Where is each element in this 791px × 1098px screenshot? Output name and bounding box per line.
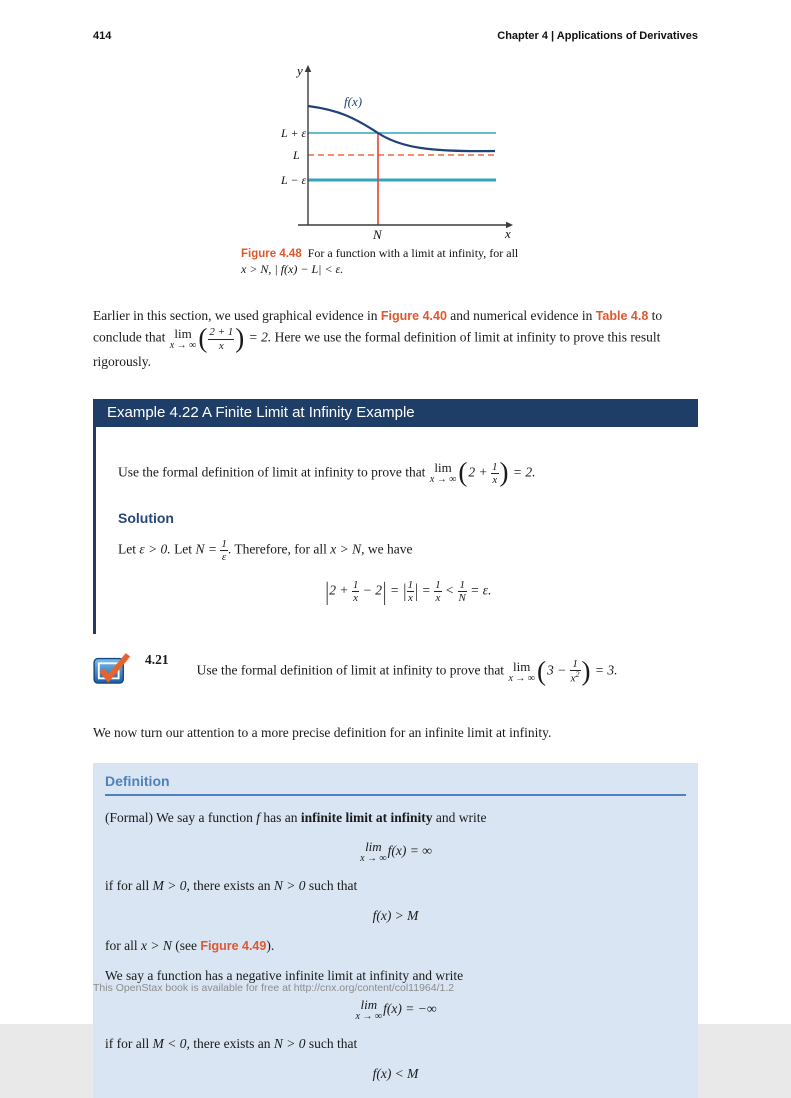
intro-text-1: Earlier in this section, we used graphical evidence in	[93, 307, 378, 323]
intro-text-3: to conclude that	[93, 307, 663, 346]
solution-text: Let ε > 0. Let N = $\frac{1}{\varepsilon}$ . Therefore, for all x > N, we have	[118, 537, 413, 563]
checkpoint-4-21	[93, 650, 698, 685]
limit-notation: lim x → ∞	[169, 326, 197, 352]
checkbox-check-icon	[93, 652, 131, 684]
limit-notation: lim x → ∞	[508, 658, 536, 684]
figure-caption-math: x > N, | f(x) − L| < ε.	[241, 261, 344, 276]
limit-notation: lim x → ∞	[360, 838, 387, 864]
solution-equation: |2 + $\frac{1}{x}$ − 2| = | $\frac{1}{x}$ | = $\frac{1}{x}$ < $\frac{1}{N}$ = ε.	[324, 576, 492, 606]
x-axis-label: x	[505, 226, 511, 241]
fraction: $\frac{1}{x}$	[435, 578, 441, 605]
definition-equation-3: lim x → ∞ f(x) = −∞	[355, 996, 437, 1022]
definition-box	[93, 763, 698, 1098]
page-number: 414	[93, 30, 112, 42]
y-axis-label: y	[297, 63, 303, 78]
fraction: $\frac{1}{\varepsilon}$	[221, 537, 227, 563]
example-4-22	[93, 399, 698, 635]
limit-notation: lim x → ∞	[429, 460, 457, 486]
definition-title: Definition	[105, 773, 686, 796]
definition-equation-1: lim x → ∞ f(x) = ∞	[360, 838, 432, 864]
definition-paragraph-3: for all x > N (see Figure 4.49).	[105, 937, 275, 953]
definition-paragraph-2: if for all M > 0, there exists an N > 0 such that	[105, 877, 358, 893]
definition-paragraph-1: (Formal) We say a function f has an infinite limit at infinity and write	[105, 809, 487, 825]
fraction: $\frac{1}{x}$	[407, 578, 414, 605]
definition-equation-4: f(x) < M	[372, 1065, 419, 1081]
curve-label: f(x)	[344, 94, 363, 109]
figure-caption	[241, 246, 571, 278]
l-minus-epsilon-label: L − ε	[281, 173, 307, 187]
page-header	[93, 30, 698, 42]
figure-4-40-link[interactable]: Figure 4.40	[380, 308, 447, 323]
figure-caption-label: Figure 4.48	[241, 248, 302, 260]
solution-heading: Solution	[118, 509, 174, 526]
example-body	[93, 427, 698, 635]
intro-text-2: and numerical evidence in	[450, 307, 593, 323]
function-curve	[308, 106, 495, 151]
l-label: L	[293, 148, 300, 162]
fraction: $\frac{1}{x}$	[352, 578, 359, 605]
fraction: $\frac{1}{x^2}$	[570, 658, 580, 685]
transition-paragraph: We now turn our attention to a more precise definition for an infinite limit at infinity.	[93, 724, 552, 740]
checkpoint-number: 4.21	[145, 652, 169, 668]
figure-caption-text: For a function with a limit at infinity, for all	[307, 246, 519, 260]
page-footer: This OpenStax book is available for free at http://cnx.org/content/col11964/1.2	[93, 982, 455, 994]
fraction: $\frac{2 + 1}{x}$	[209, 326, 234, 352]
definition-paragraph-5: if for all M < 0, there exists an N > 0 such that	[105, 1035, 358, 1051]
figure-4-49-link[interactable]: Figure 4.49	[200, 938, 267, 953]
example-header: Example 4.22 A Finite Limit at Infinity Example	[93, 399, 698, 427]
example-prompt: Use the formal definition of limit at infinity to prove that lim x → ∞ (2 + $\frac{1}{x}$ ) = 2.	[118, 457, 536, 488]
intro-result: = 2.	[248, 330, 272, 346]
limit-notation: lim x → ∞	[355, 996, 383, 1022]
l-plus-epsilon-label: L + ε	[281, 126, 307, 140]
fraction: $\frac{1}{x}$	[492, 460, 498, 486]
checkpoint-text: Use the formal definition of limit at infinity to prove that lim x → ∞ (3 − $\frac{1}{x^2}$ ) = 3.	[196, 655, 618, 686]
table-4-8-link[interactable]: Table 4.8	[595, 308, 649, 323]
chapter-title: Chapter 4 | Applications of Derivatives	[497, 30, 698, 42]
y-axis-arrow-icon	[305, 65, 312, 72]
intro-text-4: Here we use the formal definition of limit at infinity to prove this result rigorously.	[93, 330, 661, 369]
limit-at-infinity-graph	[281, 62, 521, 242]
intro-paragraph: Earlier in this section, we used graphical evidence in Figure 4.40 and numerical evidence in Table 4.8 to conclude that lim x → ∞ ( $\frac{2 + 1}{x}$ ) = 2. Here we use the formal definition of limit at infinity to prove this result rigorously.	[93, 307, 663, 369]
fraction: $\frac{1}{N}$	[458, 578, 466, 605]
n-label: N	[373, 227, 382, 242]
definition-equation-2: f(x) > M	[372, 907, 419, 923]
figure-4-48	[241, 62, 571, 278]
definition-paragraph-4: We say a function has a negative infinite limit at infinity and write	[105, 967, 464, 983]
